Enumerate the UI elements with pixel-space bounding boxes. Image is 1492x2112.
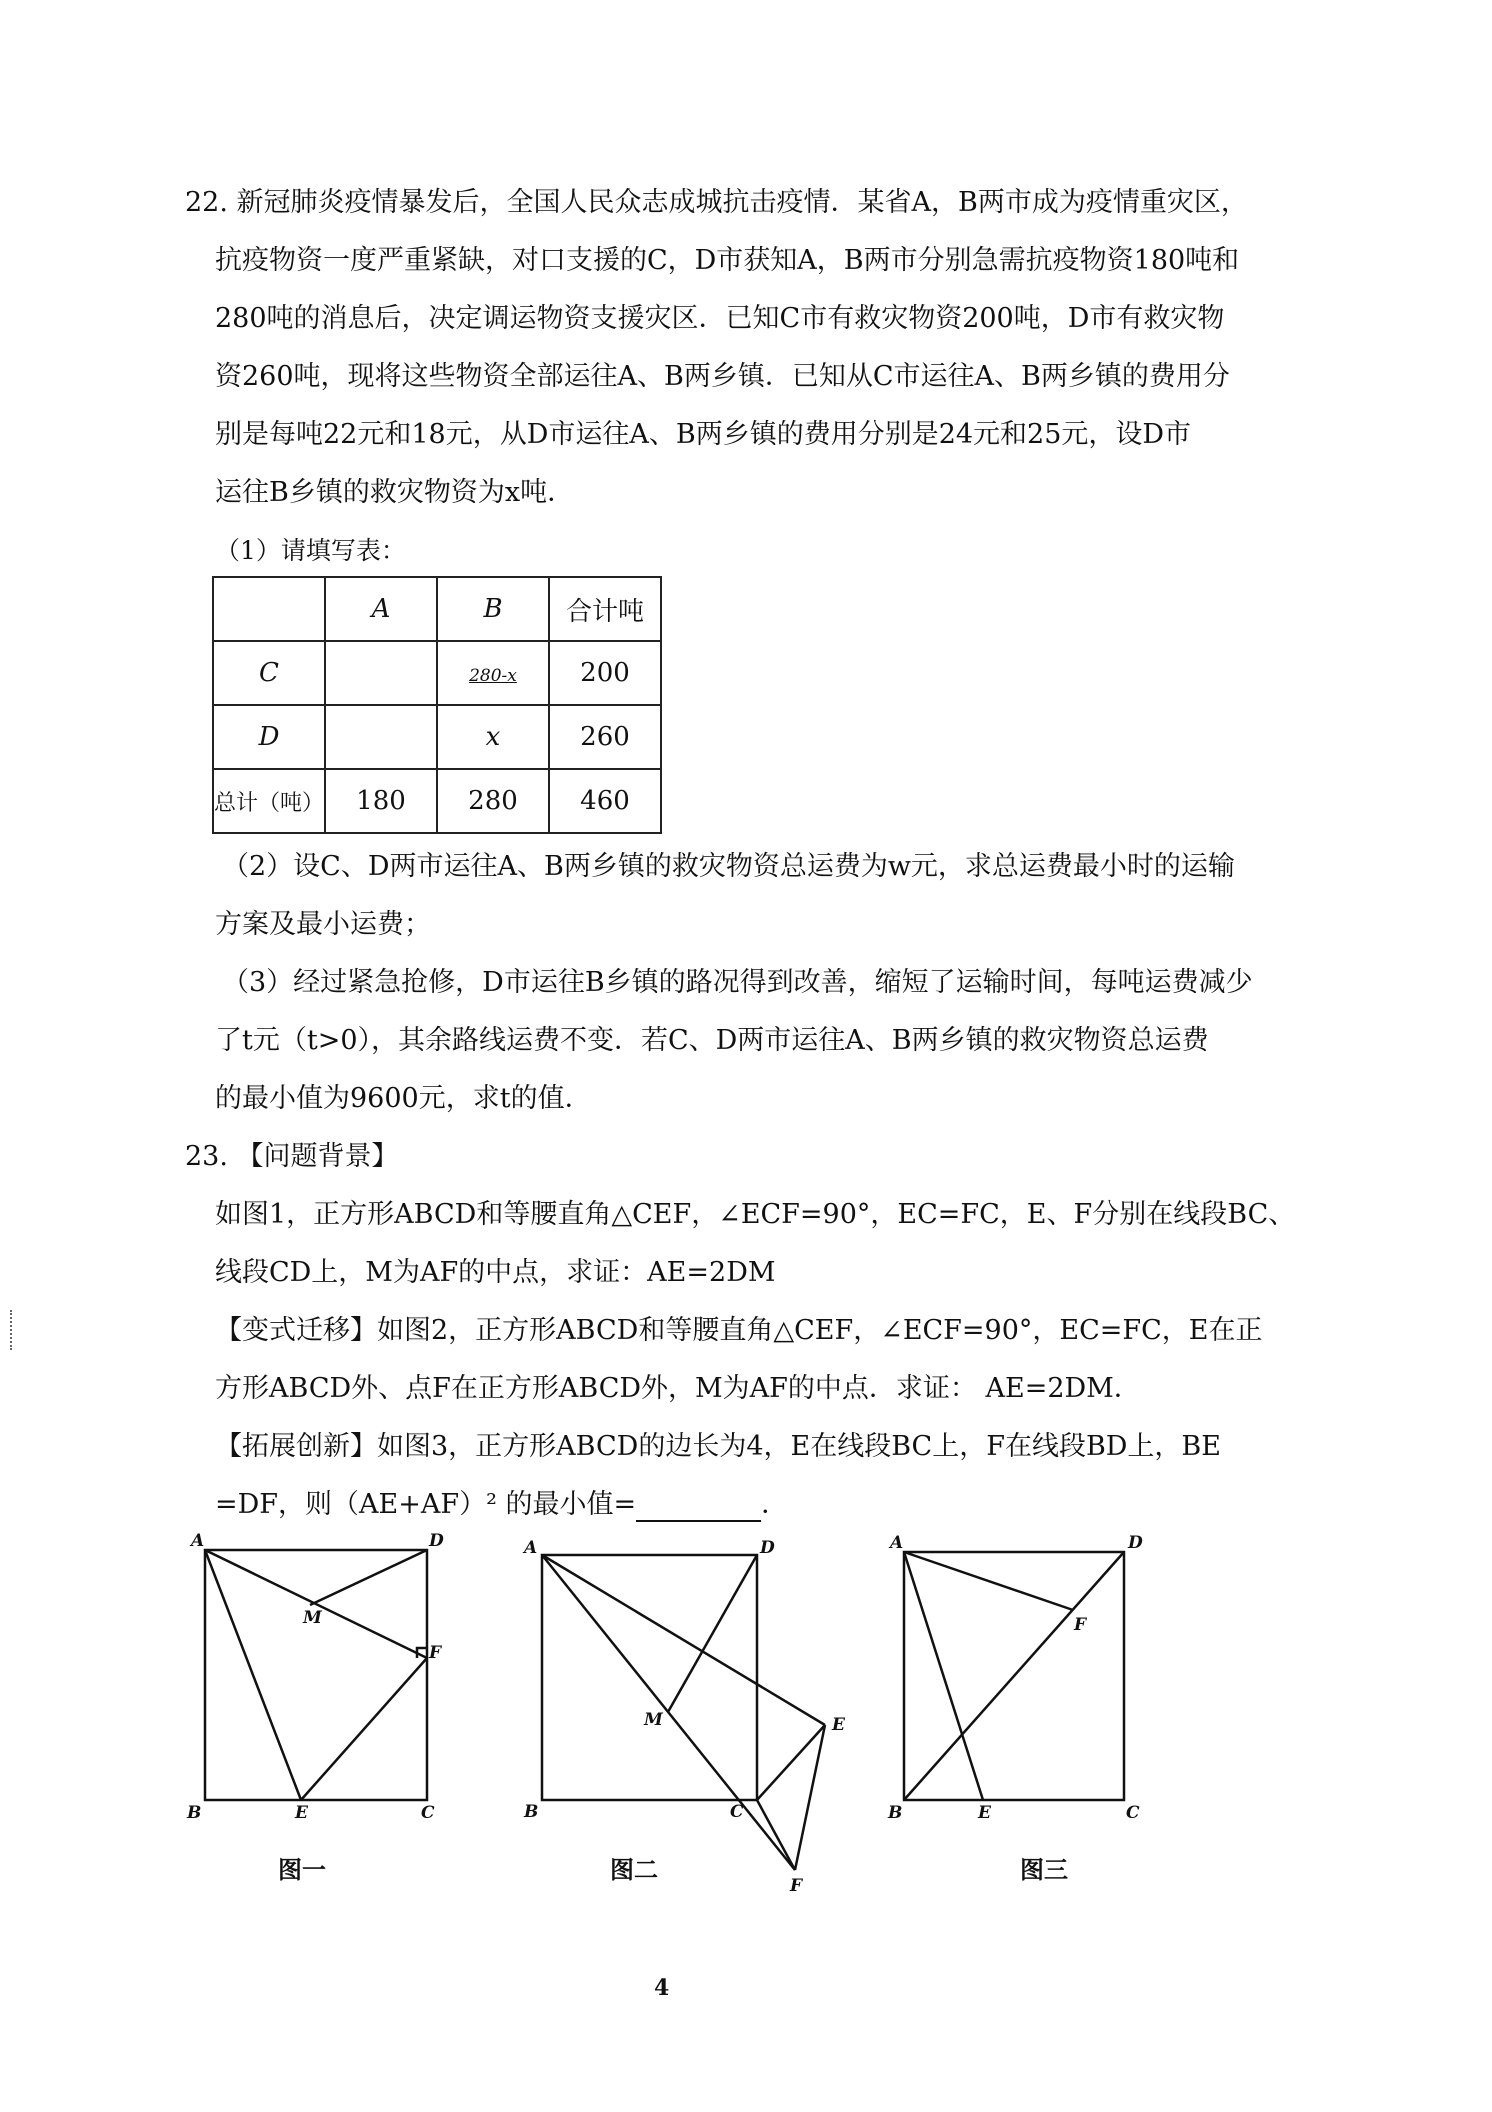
label-m: M — [644, 1710, 663, 1730]
q22-part2-line-1: （2）设C、D两市运往A、B两乡镇的救灾物资总运费为w元，求总运费最小时的运输 — [222, 851, 1235, 882]
label-c: C — [421, 1803, 435, 1820]
table-cell: 总计（吨） — [213, 769, 325, 833]
q22-part3-line-1: （3）经过紧急抢修，D市运往B乡镇的路况得到改善，缩短了运输时间，每吨运费减少 — [222, 967, 1253, 998]
answer-cell[interactable] — [325, 705, 437, 769]
table-cell: 280 — [437, 769, 549, 833]
table-cell: 180 — [325, 769, 437, 833]
table-cell: x — [437, 705, 549, 769]
figure-1-caption: 图一 — [278, 1855, 326, 1884]
q22-line-6: 运往B乡镇的救灾物资为x吨． — [215, 477, 575, 508]
q23-extend-line-1: 【拓展创新】如图3，正方形ABCD的边长为4，E在线段BC上，F在线段BD上，BE — [215, 1431, 1221, 1462]
figure-2-caption: 图二 — [610, 1855, 658, 1884]
label-d: D — [1128, 1533, 1143, 1553]
q22-part3-line-3: 的最小值为9600元，求t的值． — [215, 1083, 592, 1114]
segment-ae — [205, 1550, 301, 1800]
label-d: D — [429, 1531, 444, 1551]
label-e: E — [295, 1803, 308, 1820]
label-e: E — [978, 1803, 991, 1820]
q23-extend-text: =DF，则（AE+AF）² 的最小值= — [215, 1489, 637, 1520]
table-cell: 200 — [549, 641, 661, 705]
table-cell: 260 — [549, 705, 661, 769]
table-cell: 460 — [549, 769, 661, 833]
q22-line-1: 22. 新冠肺炎疫情暴发后，全国人民众志成城抗击疫情．某省A，B两市成为疫情重灾区， — [185, 187, 1248, 218]
q23-background-line-1: 如图1，正方形ABCD和等腰直角△CEF，∠ECF=90°，EC=FC，E、F分别在线段BC、 — [215, 1199, 1296, 1230]
label-f: F — [1074, 1615, 1087, 1635]
label-m: M — [303, 1608, 322, 1628]
q22-part2-line-2: 方案及最小运费； — [215, 909, 431, 940]
figure-2 — [510, 1525, 870, 1895]
q22-part3-line-2: 了t元（t>0），其余路线运费不变．若C、D两市运往A、B两乡镇的救灾物资总运费 — [215, 1025, 1209, 1056]
figure-3 — [880, 1530, 1160, 1820]
answer-cell[interactable] — [325, 641, 437, 705]
label-b: B — [888, 1803, 903, 1820]
q23-extend-end: ． — [761, 1489, 789, 1520]
segment-cf — [757, 1800, 795, 1870]
answer-blank[interactable] — [636, 1492, 761, 1522]
label-b: B — [187, 1803, 202, 1820]
table-row — [213, 705, 661, 769]
label-a: A — [890, 1533, 904, 1553]
square-abcd — [205, 1550, 427, 1800]
label-d: D — [760, 1538, 775, 1558]
label-f: F — [790, 1876, 803, 1895]
q22-part1: （1）请填写表： — [215, 536, 406, 565]
table-cell: D — [213, 705, 325, 769]
segment-md — [310, 1550, 427, 1605]
scan-mark — [10, 1310, 14, 1350]
segment-ae — [904, 1552, 983, 1800]
figure-3-caption: 图三 — [1020, 1855, 1068, 1884]
segment-ae — [542, 1555, 825, 1725]
segment-ef — [301, 1658, 427, 1800]
q22-line-3: 280吨的消息后，决定调运物资支援灾区．已知C市有救灾物资200吨，D市有救灾物 — [215, 303, 1225, 334]
fill-table — [212, 576, 662, 834]
q23-variant-line-2: 方形ABCD外、点F在正方形ABCD外，M为AF的中点．求证： AE=2DM． — [215, 1373, 1141, 1404]
page-number: 4 — [654, 1975, 670, 2001]
label-c: C — [1126, 1803, 1140, 1820]
label-f: F — [429, 1643, 442, 1663]
q23-background-line-2: 线段CD上，M为AF的中点，求证：AE=2DM — [215, 1257, 776, 1288]
q22-line-5: 别是每吨22元和18元，从D市运往A、B两乡镇的费用分别是24元和25元，设D市 — [215, 419, 1192, 450]
segment-ef — [795, 1725, 825, 1870]
q22-line-4: 资260吨，现将这些物资全部运往A、B两乡镇．已知从C市运往A、B两乡镇的费用分 — [215, 361, 1230, 392]
table-header-cell: 合计吨 — [549, 577, 661, 641]
table-row — [213, 769, 661, 833]
segment-dm — [668, 1555, 757, 1712]
table-cell: C — [213, 641, 325, 705]
q22-line-2: 抗疫物资一度严重紧缺，对口支援的C，D市获知A，B两市分别急需抗疫物资180吨和 — [215, 245, 1240, 276]
segment-af — [904, 1552, 1073, 1610]
handwritten-text: 280-x — [469, 666, 517, 686]
table-header-cell: B — [437, 577, 549, 641]
square-abcd — [542, 1555, 757, 1800]
table-header-cell: A — [325, 577, 437, 641]
label-a: A — [524, 1538, 538, 1558]
label-e: E — [832, 1715, 845, 1735]
label-b: B — [524, 1802, 539, 1822]
q23-title: 23. 【问题背景】 — [185, 1141, 399, 1172]
q23-variant-line-1: 【变式迁移】如图2，正方形ABCD和等腰直角△CEF，∠ECF=90°，EC=FC，E在正 — [215, 1315, 1263, 1346]
label-a: A — [191, 1531, 205, 1551]
figure-1 — [185, 1530, 445, 1820]
label-c: C — [730, 1802, 744, 1822]
table-header-row — [213, 577, 661, 641]
q23-extend-line-2 — [215, 1488, 788, 1522]
handwritten-answer[interactable] — [437, 641, 549, 705]
segment-ce — [757, 1725, 825, 1800]
table-row — [213, 641, 661, 705]
table-cell — [213, 577, 325, 641]
